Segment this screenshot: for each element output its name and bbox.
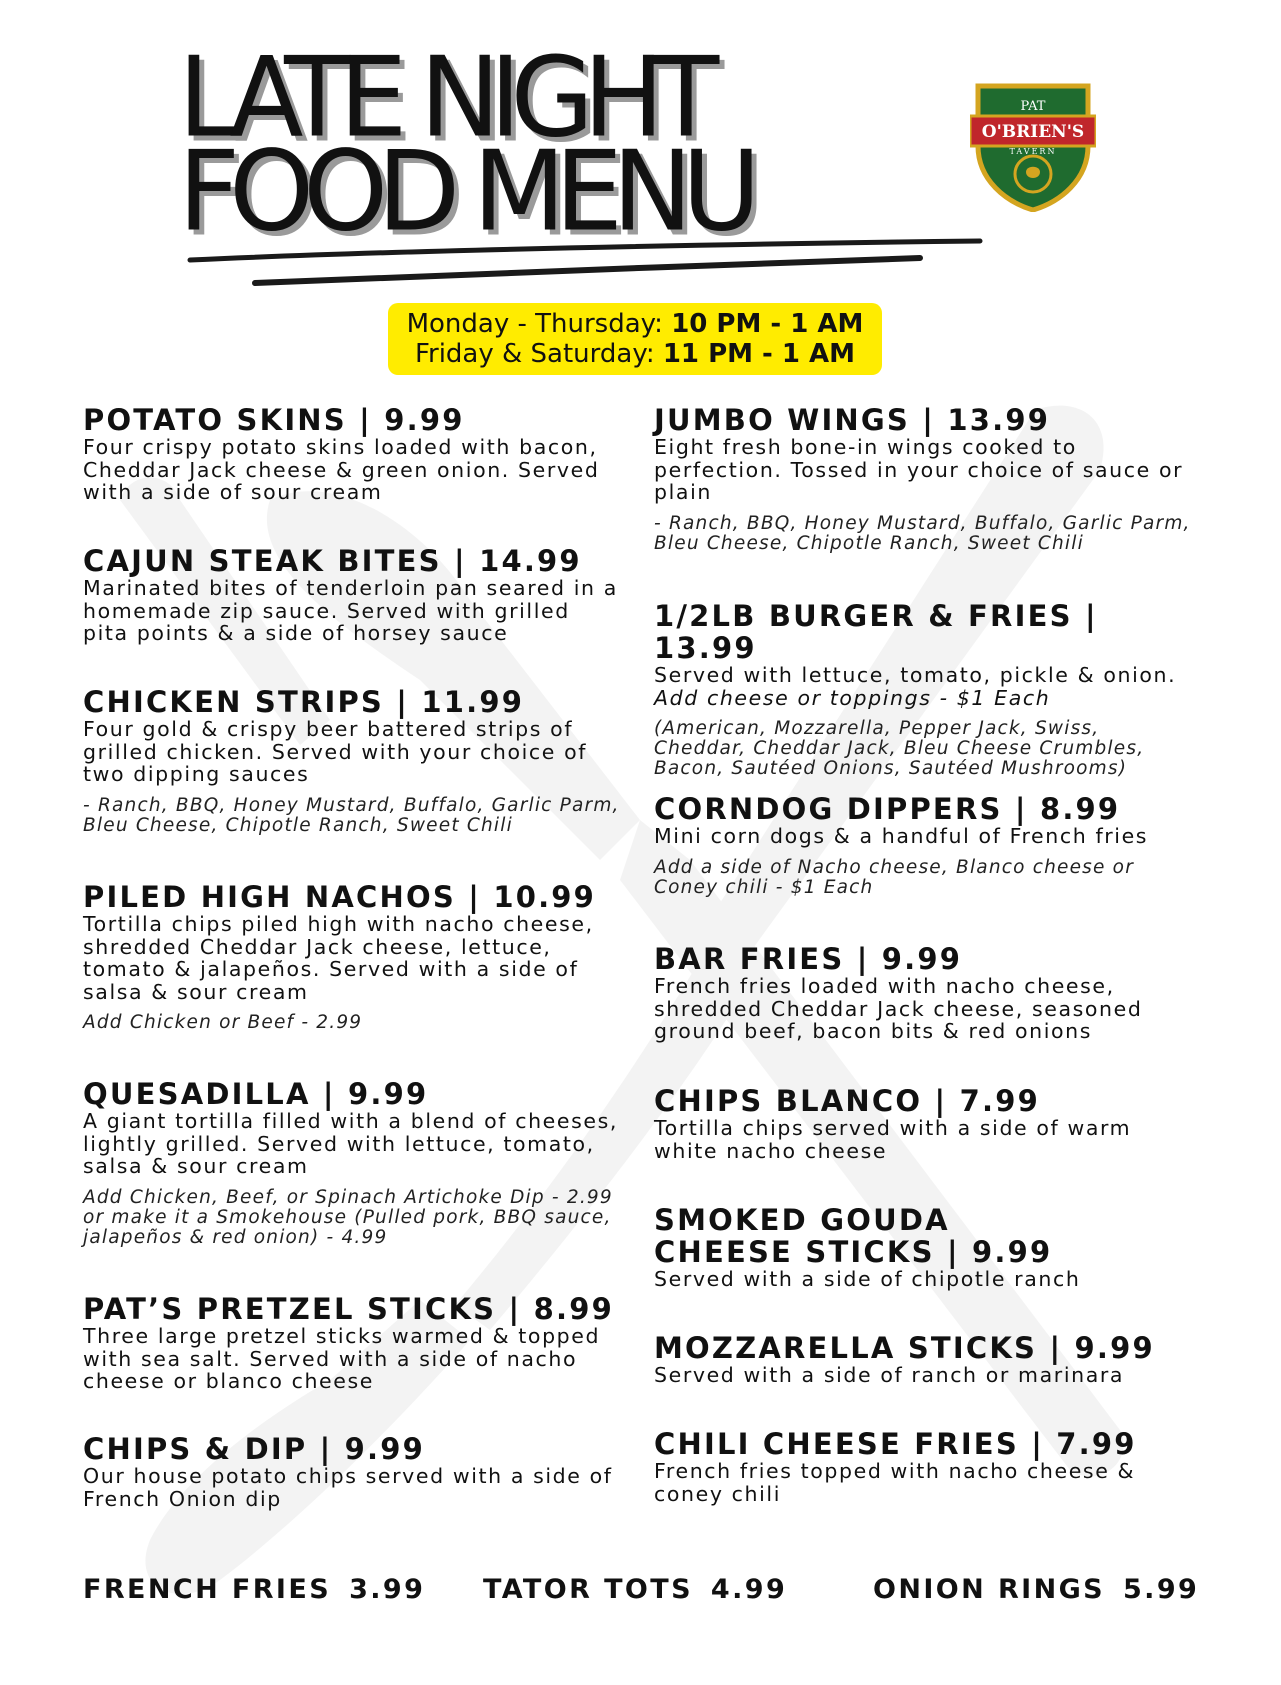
menu-item-title: SMOKED GOUDA CHEESE STICKS | 9.99 [654, 1203, 1053, 1269]
logo-text-main: O'BRIEN'S [981, 122, 1085, 142]
menu-item-title: PILED HIGH NACHOS | 10.99 [83, 880, 597, 914]
menu-item-title: 1/2LB BURGER & FRIES | 13.99 [654, 599, 1098, 665]
menu-item-description: Three large pretzel sticks warmed & topped with sea salt. Served with a side of nacho cheese or blanco cheese [83, 1324, 601, 1393]
menu-item-description: French fries topped with nacho cheese & coney chili [654, 1459, 1136, 1506]
side-item-name: TATOR TOTS [483, 1574, 693, 1605]
menu-item-description: Served with a side of ranch or marinara [654, 1363, 1125, 1387]
menu-item [654, 1085, 1194, 1162]
menu-item [83, 1293, 623, 1393]
menu-item-title: PAT’S PRETZEL STICKS | 8.99 [83, 1292, 614, 1326]
pat-obriens-logo [970, 80, 1096, 212]
menu-item-title: CAJUN STEAK BITES | 14.99 [83, 544, 582, 578]
menu-item [654, 1332, 1194, 1387]
page-title [178, 34, 750, 256]
menu-item-title: CHICKEN STRIPS | 11.99 [83, 685, 525, 719]
menu-item-description: Eight fresh bone-in wings cooked to perfection. Tossed in your choice of sauce or plain [654, 435, 1184, 504]
menu-item-title: MOZZARELLA STICKS | 9.99 [654, 1331, 1155, 1365]
menu-item [654, 1204, 1194, 1291]
menu-item-description [654, 664, 1194, 709]
menu-item-description: Tortilla chips piled high with nacho cheese, shredded Cheddar Jack cheese, lettuce, tomato & jalapeños. Served with a side of salsa & sour cream [83, 912, 594, 1004]
menu-item-title: CHIPS & DIP | 9.99 [83, 1432, 426, 1466]
title-underline [185, 238, 985, 288]
menu-item-description: Four crispy potato skins loaded with bacon, Cheddar Jack cheese & green onion. Served with a side of sour cream [83, 435, 600, 504]
menu-item [83, 881, 623, 1033]
side-item-name: ONION RINGS [873, 1574, 1105, 1605]
hours-weekday-time: 10 PM - 1 AM [671, 309, 864, 339]
menu-item [83, 545, 623, 645]
menu-item-note: Add Chicken, Beef, or Spinach Artichoke Dip - 2.99 or make it a Smokehouse (Pulled pork, BBQ sauce, jalapeños & red onion) - 4.99 [83, 1186, 613, 1248]
menu-item-note: Add a side of Nacho cheese, Blanco cheese or Coney chili - $1 Each [654, 856, 1134, 898]
menu-item-description: Four gold & crispy beer battered strips of grilled chicken. Served with your choice of two dipping sauces [83, 717, 588, 786]
menu-item-title: CORNDOG DIPPERS | 8.99 [654, 792, 1121, 826]
side-item [83, 1574, 425, 1605]
side-item [873, 1574, 1199, 1605]
menu-item [83, 686, 623, 836]
menu-item-description-addon: Add cheese or toppings - $1 Each [654, 685, 1051, 710]
menu-item-title: JUMBO WINGS | 13.99 [654, 403, 1051, 437]
menu-item [654, 404, 1194, 554]
menu-item-title: QUESADILLA | 9.99 [83, 1077, 429, 1111]
menu-item [83, 404, 623, 504]
side-item-price: 4.99 [710, 1574, 788, 1605]
menu-item [654, 600, 1194, 779]
sides-row [83, 1574, 1200, 1610]
menu-item-note: Add Chicken or Beef - 2.99 [83, 1012, 363, 1033]
menu-item-description: Mini corn dogs & a handful of French fries [654, 824, 1149, 848]
menu-item [654, 943, 1194, 1043]
menu-item-description: French fries loaded with nacho cheese, shredded Cheddar Jack cheese, seasoned ground beef, bacon bits & red onions [654, 974, 1143, 1043]
hours-banner [388, 303, 882, 375]
side-item-name: FRENCH FRIES [83, 1574, 332, 1605]
hours-weekday-label: Monday - Thursday: [406, 309, 663, 339]
menu-item-title: BAR FRIES | 9.99 [654, 942, 963, 976]
menu-item-title: CHILI CHEESE FRIES | 7.99 [654, 1427, 1137, 1461]
menu-item-description: A giant tortilla filled with a blend of cheeses, lightly grilled. Served with lettuce, tomato, salsa & sour cream [83, 1109, 618, 1178]
side-item-price: 3.99 [349, 1574, 426, 1605]
menu-item-description: Marinated bites of tenderloin pan seared in a homemade zip sauce. Served with grilled pita points & a side of horsey sauce [83, 576, 618, 645]
hours-weekend-time: 11 PM - 1 AM [662, 339, 856, 369]
menu-item-title: CHIPS BLANCO | 7.99 [654, 1084, 1040, 1118]
menu-item-note: (American, Mozzarella, Pepper Jack, Swiss, Cheddar, Cheddar Jack, Bleu Cheese Crumbles, Bacon, Sautéed Onions, Sautéed Mushrooms) [654, 718, 1145, 779]
menu-item-note: - Ranch, BBQ, Honey Mustard, Buffalo, Garlic Parm, Bleu Cheese, Chipotle Ranch, Sweet Chili [83, 794, 620, 836]
logo-text-bottom: TAVERN [1009, 147, 1057, 156]
menu-item-description: Our house potato chips served with a side of French Onion dip [83, 1464, 613, 1511]
menu-item-title: POTATO SKINS | 9.99 [83, 403, 465, 437]
hours-weekday [388, 309, 882, 339]
menu-item-description-text: Served with lettuce, tomato, pickle & onion. [654, 663, 1177, 687]
menu-item [83, 1433, 623, 1510]
logo-text-top: PAT [1020, 99, 1046, 114]
menu-item [654, 1428, 1194, 1505]
side-item-price: 5.99 [1123, 1574, 1200, 1605]
menu-item [654, 793, 1194, 898]
side-item [483, 1574, 787, 1605]
hours-weekend [388, 339, 882, 369]
title-line-2: FOOD MENU [178, 128, 750, 256]
title-line-1: LATE NIGHT [178, 34, 709, 163]
hours-weekend-label: Friday & Saturday: [414, 339, 655, 369]
menu-item-description: Tortilla chips served with a side of warm white nacho cheese [654, 1116, 1132, 1163]
menu-item-description: Served with a side of chipotle ranch [654, 1267, 1081, 1291]
menu-item-note: - Ranch, BBQ, Honey Mustard, Buffalo, Garlic Parm, Bleu Cheese, Chipotle Ranch, Sweet Chili [654, 512, 1191, 554]
menu-item [83, 1078, 623, 1248]
